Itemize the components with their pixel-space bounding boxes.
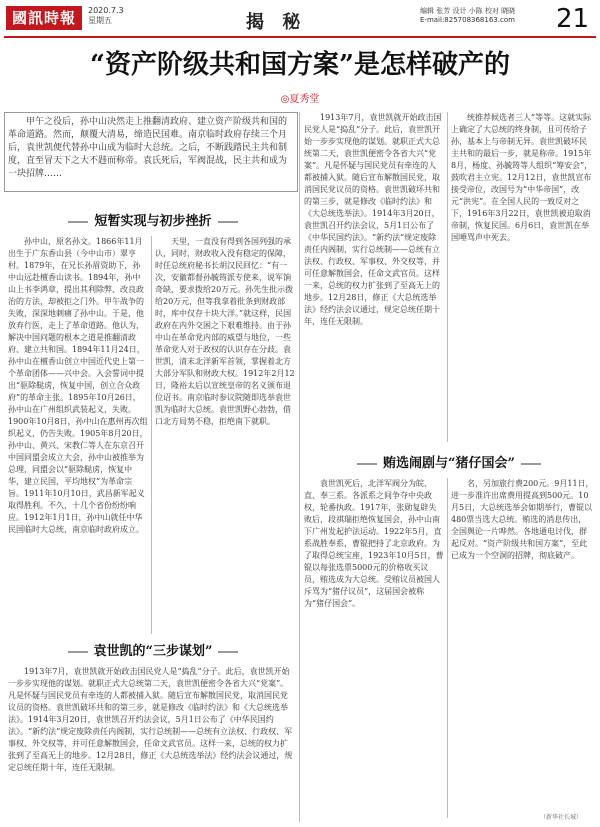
- section-heading-2: [8, 640, 298, 659]
- heading-bar-left: [357, 463, 377, 465]
- editor-names: 编辑 张芳 设计 小陈 校对 晓晓: [420, 7, 516, 15]
- heading-bar-right: [521, 463, 541, 465]
- section-heading-1-text: 短暂实现与初步挫折: [94, 214, 212, 229]
- column-5: [304, 478, 444, 818]
- heading-bar-right: [218, 221, 238, 223]
- column-2-text: 天里，一直没有得到各国列强的承认，同时，财政收入没有稳定的保障，时任总统府秘书长胡汉民回忆：“有一次，安徽都督孙毓筠派专使来，说军饷奇缺，要求拨给20万元。孙先生批示拨给20万元，但等我拿着批条到财政部时，库中仅存十块大洋。”就这样，民国政府在内外交困之下艰难维持。由于孙中山在革命党内部的威望与地位，一些革命党人对于政权的认识存在分歧。袁世凯，清末北洋新军首领，掌握着北方大部分军队和财政大权。1912年2月12日，隆裕太后以宣统皇帝的名义颁布退位诏书。南京临时参议院随即选举袁世凯为临时大总统。袁世凯野心勃勃，借口北方局势不稳，拒绝南下就职。: [155, 237, 295, 426]
- newspaper-logo: 國訊時報: [6, 6, 82, 30]
- column-3: [304, 112, 444, 442]
- weekday-text: 星期五: [88, 16, 112, 25]
- column-5-text: 袁世凯死后，北洋军阀分为皖、直、奉三系。各派系之间争夺中央政权，轮番执政。1917年，张勋复辟失败后，段祺瑞拒绝恢复国会，孙中山南下广州发起护法运动。1922年5月，直系战胜奉系，曹锟把持了北京政府。为了取得总统宝座，1923年10月5日，曹锟以每张选票5000元的价格收买议员，贿选成为大总统。受贿议员被国人斥骂为“猪仔议员”，这届国会被称为“猪仔国会”。: [304, 479, 444, 608]
- heading-bar-right: [218, 651, 238, 653]
- heading-bar-left: [68, 651, 88, 653]
- footnote: （新华社长城）: [540, 814, 583, 821]
- column-4-text: 统推荐候选者三人”等等。这就实际上确定了大总统的终身制，且可传给子孙，基本上与帝制无异。袁世凯破坏民主共和的最后一步，就是称帝。1915年8月，杨度、孙毓筠等人组织“筹安会”，鼓吹君主立宪。12月12日，袁世凯宣布接受帝位，改国号为“中华帝国”，改元“洪宪”。在全国人民的一致反对之下，1916年3月22日，袁世凯被迫取消帝制，恢复民国。6月6日，袁世凯在举国唾骂声中死去。: [451, 113, 593, 242]
- column-6: [451, 478, 594, 803]
- column-4: [451, 112, 594, 442]
- section-heading-3-text: 贿选闹剧与“猪仔国会”: [383, 456, 515, 471]
- column-divider: [447, 478, 448, 818]
- section-heading-2-text: 袁世凯的“三步谋划”: [93, 644, 213, 659]
- column-1: [8, 236, 148, 634]
- issue-date: [88, 6, 124, 26]
- editor-credits: [420, 7, 515, 25]
- column-1-bottom: [8, 666, 295, 822]
- editor-email: E-mail:825708368163.com: [420, 16, 515, 24]
- column-1-bottom-text: 1913年7月，袁世凯就开始政击国民党人是“捣乱”分子。此后，袁世凯开始一步步实现他的谋划。就职正式大总统第二天，袁世凯便密令各省大兴“党案”。凡是怀疑与国民党员有牵连的人都被捕入狱。随后宣布解散国民党，取消国民党议员的资格。袁世凯破坏共和的第三步，就是修改《临时约法》和《大总统选举法》。1914年3月20日，袁世凯召开约法会议，5月1日公布了《中华民国约法》。“新约法”规定废除责任内阁制，实行总统制——总统有立法权、行政权、军事权、外交权等，并可任意解散国会，任命文武官员。这样一来，总统的权力扩张到了至高无上的地步。12月28日，修正《大总统选举法》经约法会议通过，规定总统任期十年，连任无限制。: [8, 667, 293, 772]
- date-text: 2020.7.3: [88, 6, 124, 15]
- column-divider: [151, 236, 152, 634]
- header-rule: [4, 36, 596, 38]
- column-1-text: 孙中山，原名孙文。1866年11月出生于广东香山县（今中山市）翠亨村。1879年，在兄长孙眉资助下，孙中山远赴檀香山读书。1894年，孙中山上书李鸿章，提出其利除弊、改良政治的方法，却被拒之门外。甲午战争的失败，深深地刺痛了孙中山。于是，他放弃行医，走上了革命道路。他认为，解决中国问题的根本之道是推翻清政府、建立共和国。1894年11月24日，孙中山在檀香山创立中国近代史上第一个革命团体——兴中会。入会誓词中提出“驱除鞑虏，恢复中国，创立合众政府”的革命主张。1895年10月26日，孙中山在广州组织武装起义，失败。1900年10月8日，孙中山在惠州再次组织起义，仍告失败。1905年8月20日，孙中山、黄兴、宋教仁等人在东京召开中国同盟会成立大会，孙中山被推举为总理，同盟会以“驱除鞑虏，恢复中华，建立民国，平均地权”为革命宗旨。1911年10月10日，武昌新军起义取得胜利。不久，十几个省份纷纷响应。1912年1月1日，孙中山就任中华民国临时大总统，南京临时政府成立。: [8, 237, 148, 534]
- article-author: ◎夏秀堂: [280, 94, 320, 105]
- page-number: 21: [556, 4, 590, 34]
- section-title: 揭 秘: [246, 12, 307, 33]
- column-divider: [447, 112, 448, 442]
- column-3-text: 1913年7月，袁世凯就开始政击国民党人是“捣乱”分子。此后，袁世凯开始一步步实现他的谋划。就职正式大总统第二天，袁世凯便密令各省大兴“党案”。凡是怀疑与国民党员有牵连的人都被捕入狱。随后宣布解散国民党，取消国民党议员的资格。袁世凯破坏共和的第三步，就是修改《临时约法》和《大总统选举法》。1914年3月20日，袁世凯召开约法会议，5月1日公布了《中华民国约法》。“新约法”规定废除责任内阁制，实行总统制——总统有立法权、行政权、军事权、外交权等，并可任意解散国会，任命文武官员。这样一来，总统的权力扩张到了至高无上的地步。12月28日，修正《大总统选举法》经约法会议通过，规定总统任期十年，连任无限制。: [304, 113, 442, 326]
- column-divider: [299, 112, 300, 822]
- page-header: [0, 0, 600, 40]
- section-heading-1: [8, 210, 298, 229]
- heading-bar-left: [68, 221, 88, 223]
- column-6-text: 名，另加旅行费200元。9月11日，进一步准许出席费用提高到500元。10月5日，大总统选举会如期举行，曹锟以480票当选大总统。贿选的消息传出，全国舆论一片哗然。各地通电讨伐，群起反对。“资产阶级共和国方案”，至此已成为一个空洞的招牌，彻底破产。: [451, 479, 594, 560]
- column-2: [155, 236, 295, 634]
- article-headline: “资产阶级共和国方案”是怎样破产的: [90, 50, 510, 80]
- section-heading-3: [304, 452, 594, 471]
- article-lead: 甲午之役后，孙中山决然走上推翻清政府、建立资产阶级共和国的革命道路。然而，颠覆大清易，缔造民国难。南京临时政府存续三个月后，袁世凯便代替孙中山成为临时大总统。之后，不断践踏民主共和制度，直至冒天下之大不韪而称帝。袁氏死后，军阀混战，民主共和成为一块招牌……: [8, 117, 288, 179]
